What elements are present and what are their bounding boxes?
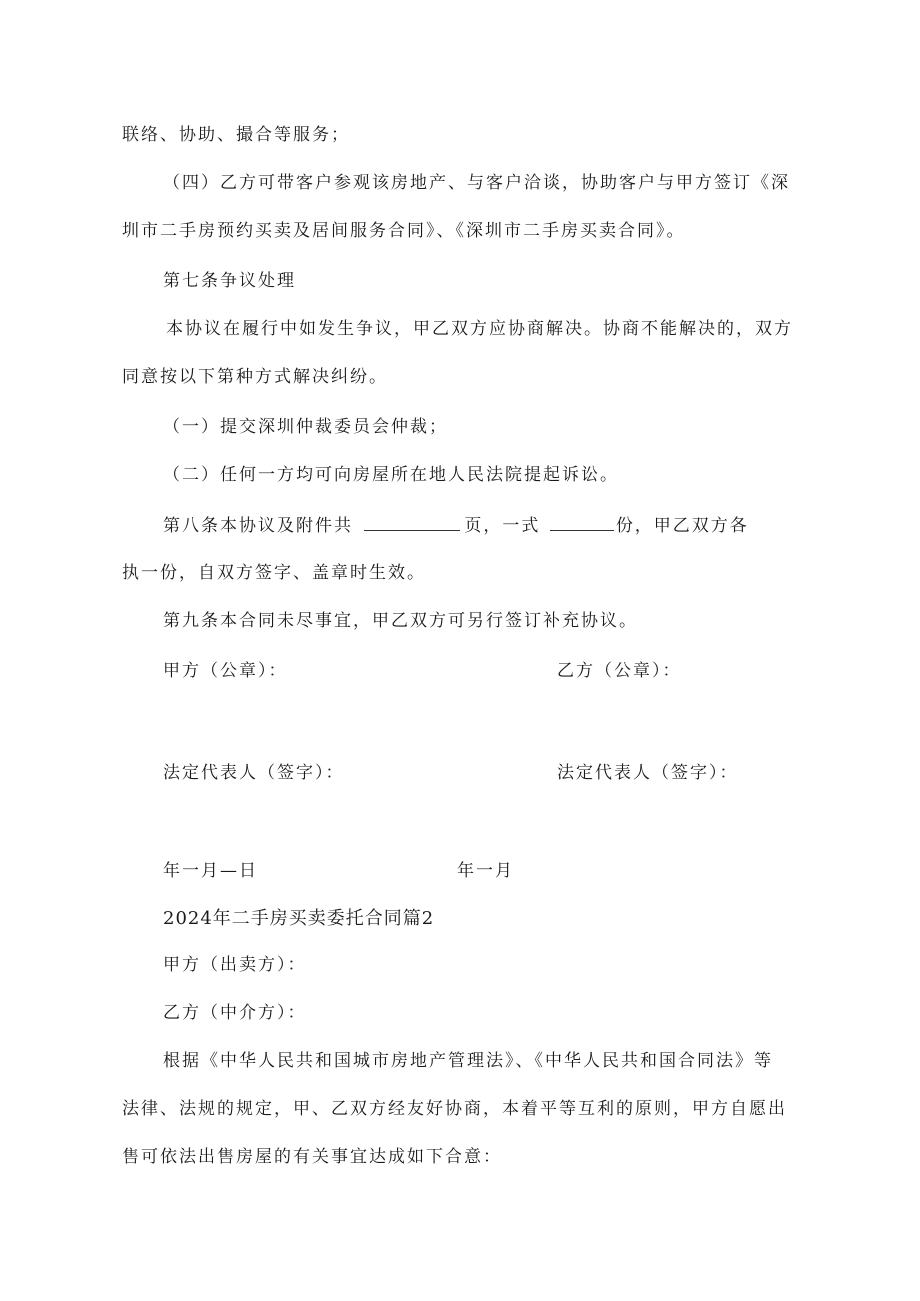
paragraph-line: 圳市二手房预约买卖及居间服务合同》、《深圳市二手房买卖合同》。 xyxy=(122,221,686,241)
paragraph-line: 售可依法出售房屋的有关事宜达成如下合意： xyxy=(122,1147,502,1167)
paragraph-line: 法律、法规的规定，甲、乙双方经友好协商，本着平等互利的原则，甲方自愿出 xyxy=(122,1099,787,1119)
clause-text: 页，一式 xyxy=(464,516,541,536)
section-heading: 第七条争议处理 xyxy=(163,271,296,291)
list-item: （一）提交深圳仲裁委员会仲裁； xyxy=(163,417,448,437)
clause-text: 第八条本协议及附件共 xyxy=(163,516,353,536)
paragraph-line: 第九条本合同未尽事宜，甲乙双方可另行签订补充协议。 xyxy=(163,611,638,631)
contract-title: 2024年二手房买卖委托合同篇2 xyxy=(163,908,435,929)
party-b-label: 乙方（中介方）： xyxy=(163,1003,307,1023)
paragraph-line xyxy=(163,514,749,537)
paragraph-line: 本协议在履行中如发生争议，甲乙双方应协商解决。协商不能解决的，双方 xyxy=(166,319,793,339)
copy-count-blank xyxy=(550,514,614,531)
party-b-seal-label: 乙方（公章）： xyxy=(557,661,682,681)
list-item: （二）任何一方均可向房屋所在地人民法院提起诉讼。 xyxy=(163,465,619,485)
paragraph-line: 执一份，自双方签字、盖章时生效。 xyxy=(122,563,426,583)
party-a-signature-label: 法定代表人（签字）： xyxy=(163,763,345,783)
page-count-blank xyxy=(364,514,460,531)
paragraph-line: 联络、协助、撮合等服务； xyxy=(122,125,350,145)
paragraph-line: （四）乙方可带客户参观该房地产、与客户洽谈，协助客户与甲方签订《深 xyxy=(163,173,790,193)
paragraph-line: 根据《中华人民共和国城市房地产管理法》、《中华人民共和国合同法》等 xyxy=(163,1051,773,1071)
party-b-date: 年一月 xyxy=(457,861,514,881)
party-a-seal-label: 甲方（公章）： xyxy=(163,661,288,681)
paragraph-line: 同意按以下第种方式解决纠纷。 xyxy=(122,367,388,387)
party-a-label: 甲方（出卖方）： xyxy=(163,955,307,975)
party-a-date: 年一月—日 xyxy=(163,861,258,881)
clause-text: 份，甲乙双方各 xyxy=(615,516,749,536)
party-b-signature-label: 法定代表人（签字）： xyxy=(557,763,739,783)
